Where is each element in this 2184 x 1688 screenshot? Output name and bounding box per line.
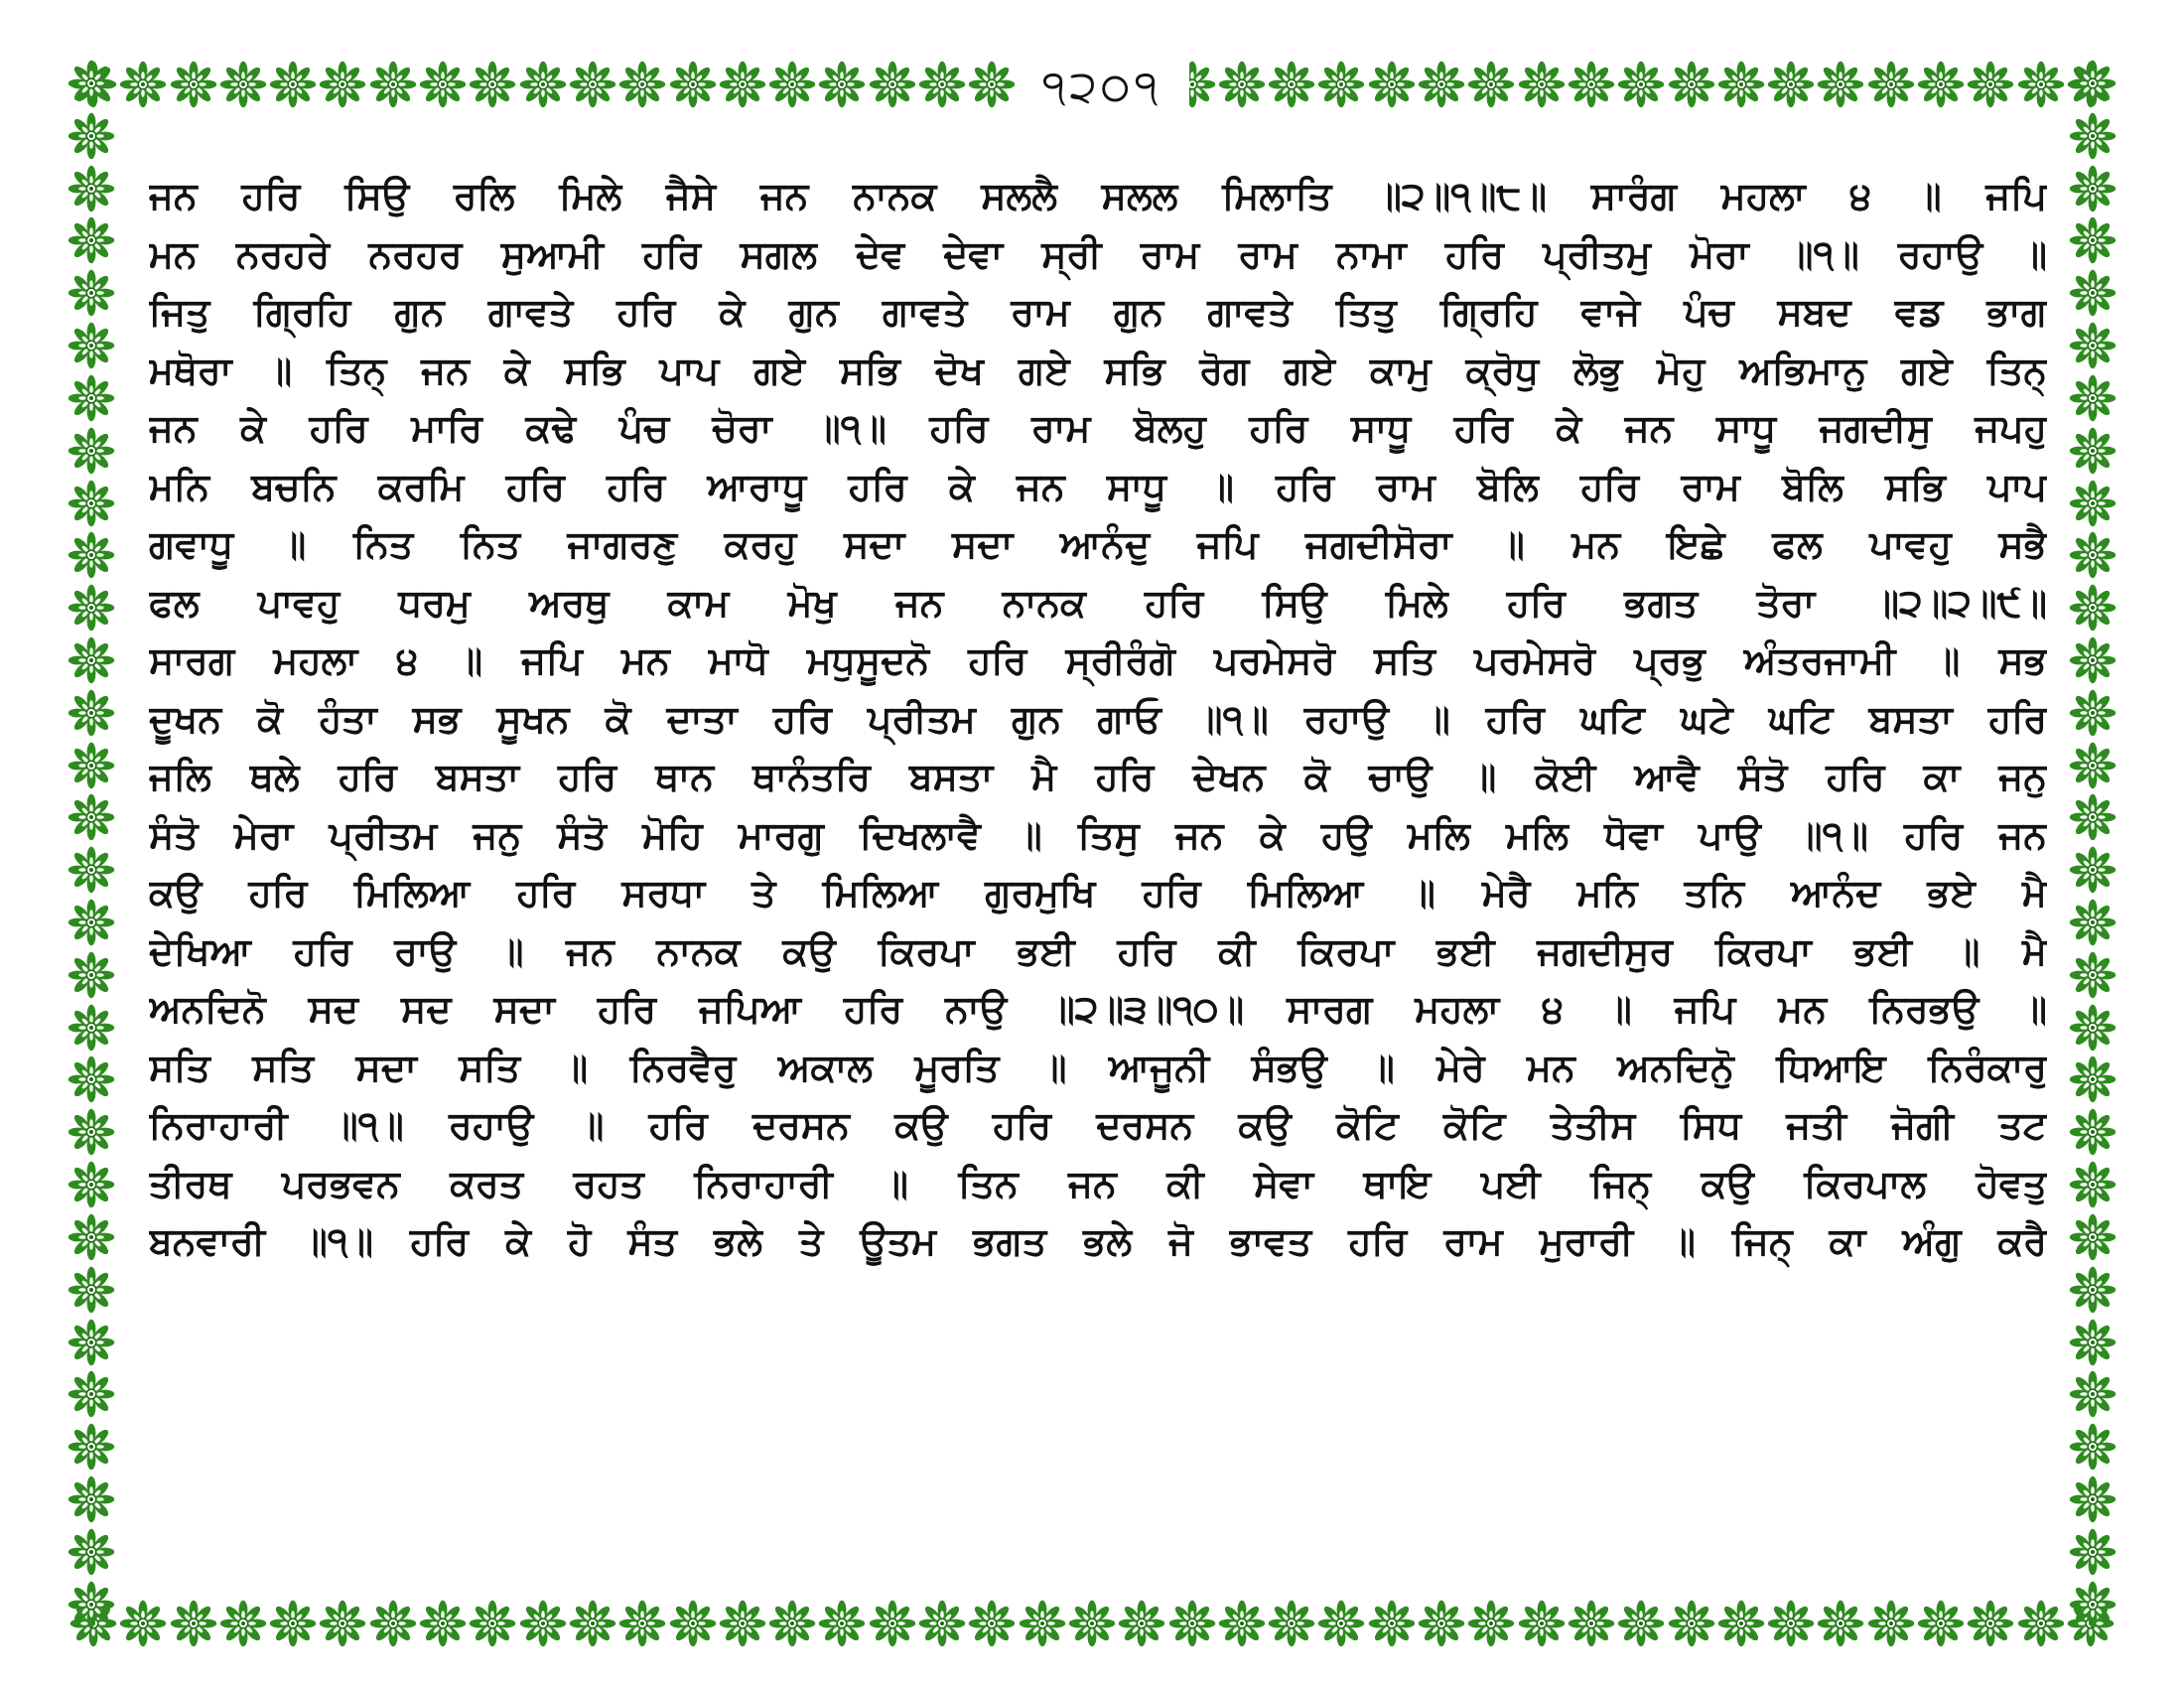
text-line: ਜਲਿ ਥਲੇ ਹਰਿ ਬਸਤਾ ਹਰਿ ਥਾਨ ਥਾਨੰਤਰਿ ਬਸਤਾ ਮੈ ਹਰਿ ਦੇਖਨ ਕੋ ਚਾਉ ॥ ਕੋਈ ਆਵੈ ਸੰਤੋ ਹਰਿ ਕਾ ਜਨੁ: [149, 755, 2047, 798]
flower-icon: [1668, 1600, 1715, 1647]
flower-icon: [419, 61, 467, 108]
flower-icon: [1568, 61, 1615, 108]
text-line: ਗਵਾਧੂ ॥ ਨਿਤ ਨਿਤ ਜਾਗਰਣੁ ਕਰਹੁ ਸਦਾ ਸਦਾ ਆਨੰਦੁ ਜਪਿ ਜਗਦੀਸੋਰਾ ॥ ਮਨ ਇਛੇ ਫਲ ਪਾਵਹੁ ਸਭੈ: [149, 522, 2047, 566]
flower-icon: [1518, 61, 1566, 108]
flower-icon: [1917, 61, 1965, 108]
flower-icon: [2069, 846, 2116, 894]
flower-icon: [68, 689, 115, 737]
flower-icon: [1068, 1600, 1116, 1647]
flower-icon: [2069, 584, 2116, 632]
flower-icon: [569, 61, 616, 108]
flower-icon: [869, 1600, 916, 1647]
flower-icon: [170, 61, 217, 108]
flower-icon: [1967, 61, 2014, 108]
flower-icon: [68, 584, 115, 632]
text-line: ਸਤਿ ਸਤਿ ਸਦਾ ਸਤਿ ॥ ਨਿਰਵੈਰੁ ਅਕਾਲ ਮੂਰਤਿ ॥ ਆਜੂਨੀ ਸੰਭਉ ॥ ਮੇਰੇ ਮਨ ਅਨਦਿਨੁੋ ਧਿਆਇ ਨਿਰੰਕਾਰੁ: [149, 1045, 2047, 1089]
text-line: ਜਿਤੁ ਗ੍ਰਿਹਿ ਗੁਨ ਗਾਵਤੇ ਹਰਿ ਕੇ ਗੁਨ ਗਾਵਤੇ ਰਾਮ ਗੁਨ ਗਾਵਤੇ ਤਿਤੁ ਗ੍ਰਿਹਿ ਵਾਜੇ ਪੰਚ ਸਬਦ ਵਡ ਭਾਗ: [149, 290, 2047, 334]
flower-icon: [1867, 1600, 1915, 1647]
text-line: ਨਿਰਾਹਾਰੀ ॥੧॥ ਰਹਾਉ ॥ ਹਰਿ ਦਰਸਨ ਕਉ ਹਰਿ ਦਰਸਨ ਕਉ ਕੋਟਿ ਕੋਟਿ ਤੇਤੀਸ ਸਿਧ ਜਤੀ ਜੋਗੀ ਤਟ: [149, 1103, 2047, 1147]
flower-icon: [2069, 216, 2116, 264]
flower-icon: [68, 742, 115, 789]
flower-icon: [68, 1161, 115, 1208]
text-line: ਦੇਖਿਆ ਹਰਿ ਰਾਉ ॥ ਜਨ ਨਾਨਕ ਕਉ ਕਿਰਪਾ ਭਈ ਹਰਿ ਕੀ ਕਿਰਪਾ ਭਈ ਜਗਦੀਸੁਰ ਕਿਰਪਾ ਭਈ ॥ ਮੈ: [149, 928, 2047, 973]
flower-icon: [68, 374, 115, 422]
flower-icon: [2069, 1319, 2116, 1366]
flower-icon: [1717, 61, 1765, 108]
flower-icon: [2069, 60, 2116, 107]
flower-icon: [968, 1600, 1016, 1647]
flower-icon: [2069, 1266, 2116, 1314]
flower-icon: [2069, 1055, 2116, 1103]
flower-icon: [68, 531, 115, 579]
text-line: ਸਾਰਗ ਮਹਲਾ ੪ ॥ ਜਪਿ ਮਨ ਮਾਧੋ ਮਧੁਸੂਦਨੋ ਹਰਿ ਸ੍ਰੀਰੰਗੋ ਪਰਮੇਸਰੋ ਸਤਿ ਪਰਮੇਸਰੋ ਪ੍ਰਭੁ ਅੰਤਰਜਾਮੀ ॥ ਸਭ: [149, 638, 2047, 682]
flower-icon: [469, 1600, 516, 1647]
flower-icon: [669, 1600, 717, 1647]
flower-icon: [2069, 1213, 2116, 1261]
flower-icon: [1568, 1600, 1615, 1647]
border-left: [62, 60, 121, 1628]
text-line: ਕਉ ਹਰਿ ਮਿਲਿਆ ਹਰਿ ਸਰਧਾ ਤੇ ਮਿਲਿਆ ਗੁਰਮੁਖਿ ਹਰਿ ਮਿਲਿਆ ॥ ਮੇਰੈ ਮਨਿ ਤਨਿ ਆਨੰਦ ਭਏ ਮੈ: [149, 871, 2047, 914]
flower-icon: [68, 1581, 115, 1628]
flower-icon: [68, 1266, 115, 1314]
flower-icon: [2069, 1370, 2116, 1418]
flower-icon: [219, 1600, 267, 1647]
flower-icon: [1817, 61, 1864, 108]
flower-icon: [68, 1213, 115, 1261]
scripture-text: [149, 167, 2047, 1271]
flower-icon: [68, 846, 115, 894]
flower-icon: [519, 1600, 567, 1647]
flower-icon: [968, 61, 1016, 108]
flower-icon: [469, 61, 516, 108]
flower-icon: [68, 899, 115, 946]
flower-icon: [1668, 61, 1715, 108]
flower-icon: [918, 1600, 966, 1647]
text-line: ਫਲ ਪਾਵਹੁ ਧਰਮੁ ਅਰਥੁ ਕਾਮ ਮੋਖੁ ਜਨ ਨਾਨਕ ਹਰਿ ਸਿਉ ਮਿਲੇ ਹਰਿ ਭਗਤ ਤੋਰਾ ॥੨॥੨॥੯॥: [149, 580, 2047, 625]
flower-icon: [219, 61, 267, 108]
text-line: ਜਨ ਕੇ ਹਰਿ ਮਾਰਿ ਕਢੇ ਪੰਚ ਚੋਰਾ ॥੧॥ ਹਰਿ ਰਾਮ ਬੋਲਹੁ ਹਰਿ ਸਾਧੂ ਹਰਿ ਕੇ ਜਨ ਸਾਧੂ ਜਗਦੀਸੁ ਜਪਹੁ: [149, 406, 2047, 450]
flower-icon: [369, 61, 417, 108]
flower-icon: [119, 61, 167, 108]
flower-icon: [719, 61, 766, 108]
flower-icon: [1268, 1600, 1315, 1647]
text-line: ਮਨਿ ਬਚਨਿ ਕਰਮਿ ਹਰਿ ਹਰਿ ਆਰਾਧੂ ਹਰਿ ਕੇ ਜਨ ਸਾਧੂ ॥ ਹਰਿ ਰਾਮ ਬੋਲਿ ਹਰਿ ਰਾਮ ਬੋਲਿ ਸਭਿ ਪਾਪ: [149, 464, 2047, 508]
flower-icon: [68, 793, 115, 841]
flower-icon: [68, 322, 115, 369]
flower-icon: [68, 216, 115, 264]
flower-icon: [68, 1319, 115, 1366]
flower-icon: [2069, 322, 2116, 369]
flower-icon: [2069, 1161, 2116, 1208]
flower-icon: [768, 61, 816, 108]
flower-icon: [2069, 269, 2116, 317]
flower-icon: [569, 1600, 616, 1647]
flower-icon: [68, 427, 115, 475]
flower-icon: [918, 61, 966, 108]
flower-icon: [1617, 1600, 1665, 1647]
flower-icon: [119, 1600, 167, 1647]
flower-icon: [1917, 1600, 1965, 1647]
flower-icon: [369, 1600, 417, 1647]
flower-icon: [1418, 61, 1465, 108]
flower-icon: [2069, 374, 2116, 422]
page-number: ੧੨੦੧: [1041, 62, 1162, 112]
flower-icon: [1617, 61, 1665, 108]
flower-icon: [1268, 61, 1315, 108]
flower-icon: [68, 1108, 115, 1156]
flower-icon: [319, 1600, 366, 1647]
flower-icon: [1118, 1600, 1165, 1647]
flower-icon: [2069, 689, 2116, 737]
flower-icon: [1518, 1600, 1566, 1647]
flower-icon: [1767, 1600, 1815, 1647]
flower-icon: [1817, 1600, 1864, 1647]
flower-icon: [68, 112, 115, 160]
flower-icon: [2069, 480, 2116, 527]
flower-icon: [1317, 61, 1365, 108]
flower-icon: [2069, 531, 2116, 579]
flower-icon: [319, 61, 366, 108]
flower-icon: [1168, 1600, 1216, 1647]
border-bottom: [69, 1594, 2115, 1653]
flower-icon: [68, 1370, 115, 1418]
flower-icon: [68, 951, 115, 999]
flower-icon: [68, 636, 115, 684]
flower-icon: [269, 1600, 317, 1647]
flower-icon: [618, 1600, 666, 1647]
flower-icon: [1717, 1600, 1765, 1647]
flower-icon: [1767, 61, 1815, 108]
flower-icon: [68, 60, 115, 107]
flower-icon: [2069, 1581, 2116, 1628]
text-line: ਮਥੋਰਾ ॥ ਤਿਨ੍ ਜਨ ਕੇ ਸਭਿ ਪਾਪ ਗਏ ਸਭਿ ਦੋਖ ਗਏ ਸਭਿ ਰੋਗ ਗਏ ਕਾਮੁ ਕ੍ਰੋਧੁ ਲੋਭੁ ਮੋਹੁ ਅਭਿਮਾਨੁ ਗਏ ਤਿਨ੍: [149, 348, 2047, 392]
flower-icon: [2069, 951, 2116, 999]
flower-icon: [2069, 899, 2116, 946]
flower-icon: [2069, 427, 2116, 475]
flower-icon: [2017, 61, 2065, 108]
border-right: [2063, 60, 2122, 1628]
flower-icon: [1967, 1600, 2014, 1647]
flower-icon: [869, 61, 916, 108]
flower-icon: [768, 1600, 816, 1647]
flower-icon: [68, 1055, 115, 1103]
flower-icon: [1368, 1600, 1416, 1647]
flower-icon: [68, 269, 115, 317]
text-line: ਦੂਖਨ ਕੋ ਹੰਤਾ ਸਭ ਸੂਖਨ ਕੋ ਦਾਤਾ ਹਰਿ ਪ੍ਰੀਤਮ ਗੁਨ ਗਾਓ ॥੧॥ ਰਹਾਉ ॥ ਹਰਿ ਘਟਿ ਘਟੇ ਘਟਿ ਬਸਤਾ ਹਰਿ: [149, 696, 2047, 741]
flower-icon: [2017, 1600, 2065, 1647]
flower-icon: [2069, 1476, 2116, 1523]
flower-icon: [1019, 1600, 1066, 1647]
flower-icon: [818, 61, 866, 108]
flower-icon: [2069, 1108, 2116, 1156]
text-line: ਤੀਰਥ ਪਰਭਵਨ ਕਰਤ ਰਹਤ ਨਿਰਾਹਾਰੀ ॥ ਤਿਨ ਜਨ ਕੀ ਸੇਵਾ ਥਾਇ ਪਈ ਜਿਨ੍ ਕਉ ਕਿਰਪਾਲ ਹੋਵਤੁ: [149, 1161, 2047, 1205]
flower-icon: [68, 1004, 115, 1052]
flower-icon: [1867, 61, 1915, 108]
flower-icon: [1218, 1600, 1266, 1647]
flower-icon: [618, 61, 666, 108]
flower-icon: [818, 1600, 866, 1647]
flower-icon: [68, 165, 115, 212]
flower-icon: [719, 1600, 766, 1647]
text-line: ਬਨਵਾਰੀ ॥੧॥ ਹਰਿ ਕੇ ਹੋ ਸੰਤ ਭਲੇ ਤੇ ਊਤਮ ਭਗਤ ਭਲੇ ਜੋ ਭਾਵਤ ਹਰਿ ਰਾਮ ਮੁਰਾਰੀ ॥ ਜਿਨ੍ ਕਾ ਅੰਗੁ ਕਰੈ: [149, 1219, 2047, 1263]
flower-icon: [1418, 1600, 1465, 1647]
flower-icon: [68, 480, 115, 527]
flower-icon: [2069, 1423, 2116, 1471]
flower-icon: [68, 1476, 115, 1523]
flower-icon: [1317, 1600, 1365, 1647]
flower-icon: [1467, 1600, 1515, 1647]
flower-icon: [419, 1600, 467, 1647]
flower-icon: [2069, 793, 2116, 841]
flower-icon: [2069, 112, 2116, 160]
flower-icon: [170, 1600, 217, 1647]
text-line: ਅਨਦਿਨੋ ਸਦ ਸਦ ਸਦਾ ਹਰਿ ਜਪਿਆ ਹਰਿ ਨਾਉ ॥੨॥੩॥੧੦॥ ਸਾਰਗ ਮਹਲਾ ੪ ॥ ਜਪਿ ਮਨ ਨਿਰਭਉ ॥: [149, 987, 2047, 1031]
flower-icon: [1368, 61, 1416, 108]
flower-icon: [2069, 742, 2116, 789]
flower-icon: [68, 1528, 115, 1576]
text-line: ਸੰਤੋ ਮੇਰਾ ਪ੍ਰੀਤਮ ਜਨੁ ਸੰਤੋ ਮੋਹਿ ਮਾਰਗੁ ਦਿਖਲਾਵੈ ॥ ਤਿਸੁ ਜਨ ਕੇ ਹਉ ਮਲਿ ਮਲਿ ਧੋਵਾ ਪਾਉ ॥੧॥ ਹਰਿ ਜਨ: [149, 812, 2047, 857]
flower-icon: [519, 61, 567, 108]
flower-icon: [2069, 1528, 2116, 1576]
flower-icon: [269, 61, 317, 108]
flower-icon: [2069, 636, 2116, 684]
flower-icon: [2069, 165, 2116, 212]
flower-icon: [68, 1423, 115, 1471]
flower-icon: [1467, 61, 1515, 108]
text-line: ਮਨ ਨਰਹਰੇ ਨਰਹਰ ਸੁਆਮੀ ਹਰਿ ਸਗਲ ਦੇਵ ਦੇਵਾ ਸ੍ਰੀ ਰਾਮ ਰਾਮ ਨਾਮਾ ਹਰਿ ਪ੍ਰੀਤਮੁ ਮੋਰਾ ॥੧॥ ਰਹਾਉ ॥: [149, 231, 2047, 276]
flower-icon: [669, 61, 717, 108]
flower-icon: [1218, 61, 1266, 108]
flower-icon: [2069, 1004, 2116, 1052]
text-line: ਜਨ ਹਰਿ ਸਿਉ ਰਲਿ ਮਿਲੇ ਜੈਸੇ ਜਨ ਨਾਨਕ ਸਲਲੈ ਸਲਲ ਮਿਲਾਤਿ ॥੨॥੧॥੮॥ ਸਾਰੰਗ ਮਹਲਾ ੪ ॥ ਜਪਿ: [149, 174, 2047, 217]
